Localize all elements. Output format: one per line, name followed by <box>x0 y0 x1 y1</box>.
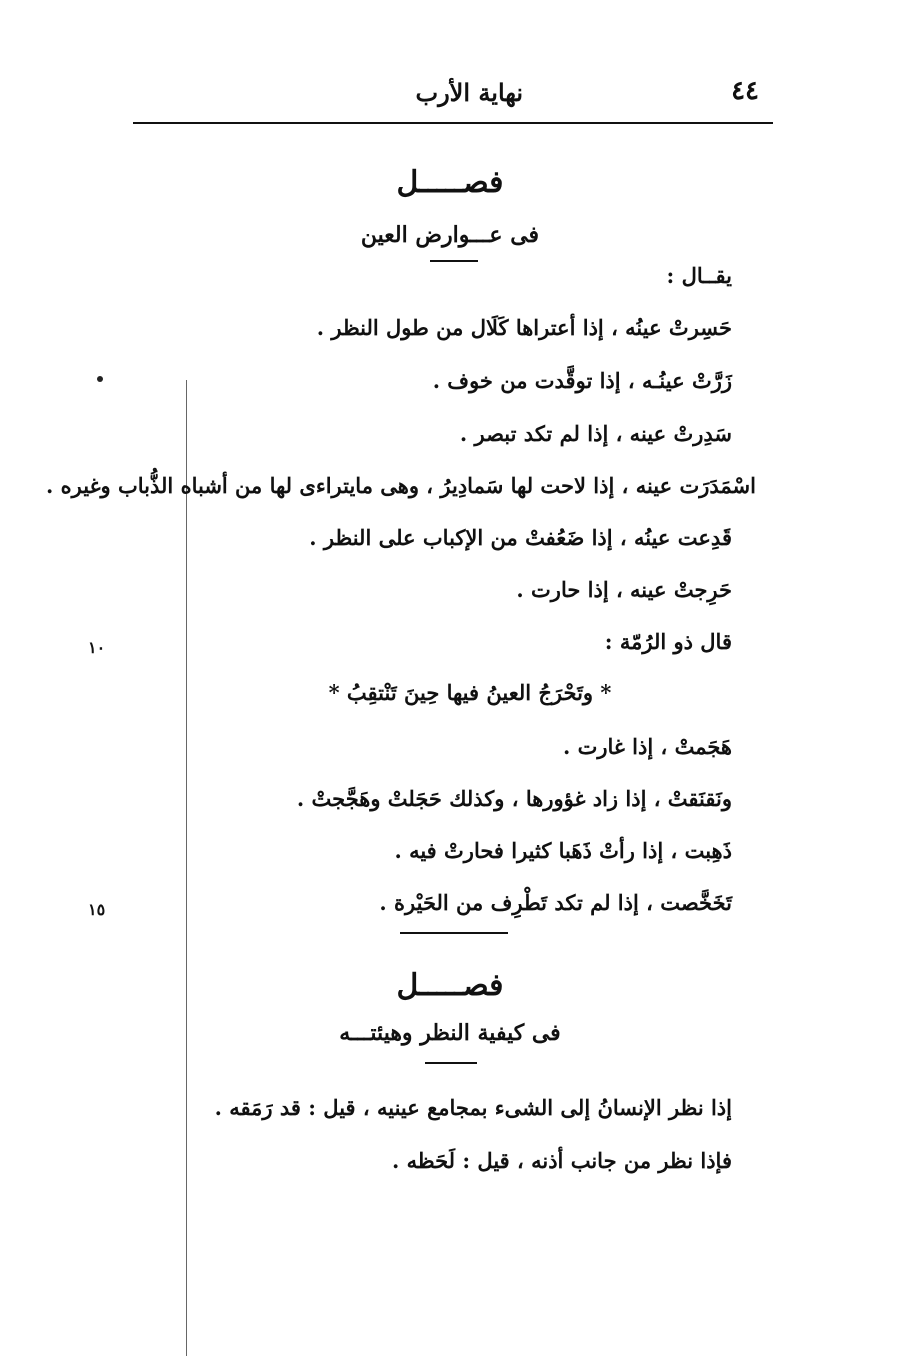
header-rule <box>133 122 773 124</box>
section2-subheading: فى كيفية النظر وهيئتـــه <box>339 1020 561 1046</box>
line-number-15: ١٥ <box>88 900 106 919</box>
text-line: تَخَخَّصت ، إذا لم تكد تَطْرِف من الحَيْرة . <box>379 890 732 915</box>
text-line: سَدِرتْ عينه ، إذا لم تكد تبصر . <box>459 421 732 446</box>
margin-rule <box>186 380 187 1356</box>
book-title: نهاية الأرب <box>415 78 523 107</box>
text-line: زَرَّتْ عينُـه ، إذا توقَّدت من خوف . <box>432 368 732 393</box>
section2-heading: فصـــــل <box>396 968 504 1003</box>
line-number-10: ١٠ <box>88 638 106 657</box>
text-line: قَدِعت عينُه ، إذا ضَعُفتْ من الإكباب على النظر . <box>309 525 732 550</box>
text-line: ونَقنَقتْ ، إذا زاد غؤورها ، وكذلك حَجَلتْ وهَجَّجتْ . <box>296 786 732 811</box>
page-header <box>133 70 773 122</box>
section1-rule <box>430 260 478 262</box>
margin-dot <box>97 376 103 382</box>
text-line: اسْمَدَرَت عينه ، إذا لاحت لها سَمادِيرُ ، وهى مايتراءى لها من أشباه الذُّباب وغيره . <box>46 473 756 498</box>
text-line: ذَهِبت ، إذا رأتْ ذَهَبا كثيرا فحارتْ فيه . <box>394 838 732 863</box>
section1-subheading: فى عـــوارض العين <box>360 222 540 248</box>
section2-rule <box>425 1062 477 1064</box>
text-line: فإذا نظر من جانب أذنه ، قيل : لَحَظه . <box>391 1148 732 1173</box>
text-line: حَسِرتْ عينُه ، إذا أعتراها كَلَال من طول النظر . <box>316 315 732 340</box>
text-line: إذا نظر الإنسانُ إلى الشىء بمجامع عينيه ، قيل : قد رَمَقه . <box>214 1095 732 1120</box>
section-divider <box>400 932 508 934</box>
page-number: ٤٤ <box>731 76 759 106</box>
section1-heading: فصـــــل <box>396 165 504 200</box>
text-line: حَرِجتْ عينه ، إذا حارت . <box>516 577 732 602</box>
section1-intro: يقــال : <box>666 263 732 288</box>
text-line: هَجَمتْ ، إذا غارت . <box>562 734 732 759</box>
text-line: قال ذو الرُمّة : <box>604 629 732 654</box>
poetry-verse: * وتَحْرَجُ العينُ فيها حِينَ تَنْتقِبُ * <box>328 680 612 705</box>
